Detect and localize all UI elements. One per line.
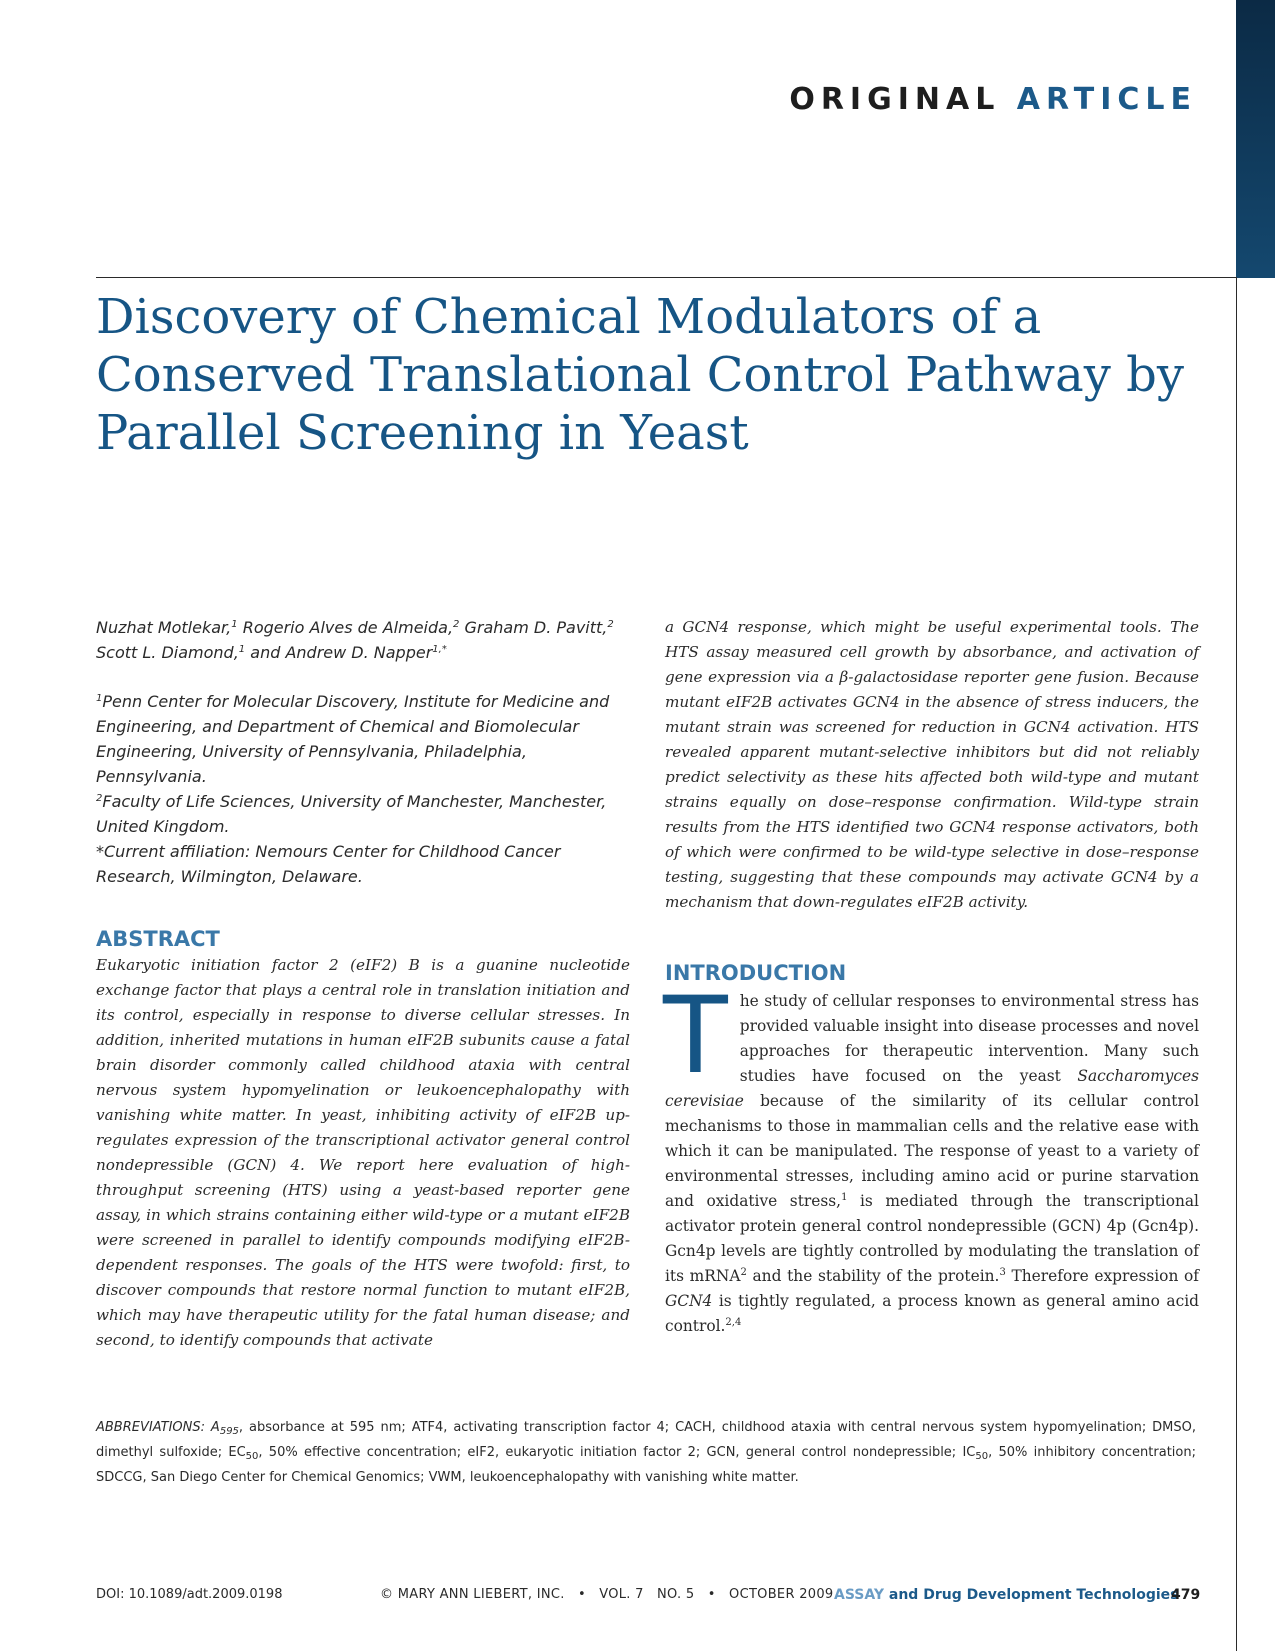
abstract-heading: ABSTRACT bbox=[96, 927, 220, 951]
abbreviations-label: ABBREVIATIONS: A bbox=[96, 1420, 220, 1435]
footer-publisher-info: © MARY ANN LIEBERT, INC. • VOL. 7 NO. 5 • OCTOBER 2009 bbox=[380, 1587, 834, 1602]
citation-ref: 3 bbox=[999, 1267, 1006, 1278]
introduction-paragraph bbox=[663, 974, 1199, 1339]
author-affiliation-mark: 1 bbox=[238, 644, 246, 655]
abbreviations-text: , 50% inhibitory concentration; SDCCG, San Diego Center for Chemical Genomics; VWM, leukoencephalopathy with vanishing white matter. bbox=[96, 1445, 1196, 1485]
abbreviations-text: , 50% effective concentration; eIF2, eukaryotic initiation factor 2; GCN, general control nondepressible; IC bbox=[258, 1445, 976, 1460]
affiliation-mark: 1 bbox=[96, 693, 103, 704]
intro-text-segment: he study of cellular responses to environmental stress has provided valuable insight into disease processes and novel approaches for therapeutic intervention. Many such studies have focused on the yeast bbox=[739, 992, 1199, 1085]
drop-cap-letter: T bbox=[663, 974, 728, 1097]
section-label-article: ARTICLE bbox=[1016, 82, 1197, 117]
author-name: and Andrew D. Napper bbox=[245, 643, 433, 662]
subscript: 50 bbox=[975, 1451, 989, 1462]
subscript: 595 bbox=[219, 1426, 239, 1437]
author-name: Graham D. Pavitt, bbox=[459, 618, 608, 637]
section-label-original: ORIGINAL bbox=[789, 82, 1001, 117]
abstract-text-left: Eukaryotic initiation factor 2 (eIF2) B is a guanine nucleotide exchange factor that plays a central role in translation initiation and its control, especially in response to diverse cellular stresses. In addition, inherited mutations in human eIF2B subunits cause a fatal brain disorder commonly called childhood ataxia with central nervous system hypomyelination or leukoencephalopathy with vanishing white matter. In yeast, inhibiting activity of eIF2B up-regulates expression of the transcriptional activator general control nondepressible (GCN) 4. We report here evaluation of high-throughput screening (HTS) using a yeast-based reporter gene assay, in which strains containing either wild-type or a mutant eIF2B were screened in parallel to identify compounds modifying eIF2B-dependent responses. The goals of the HTS were twofold: first, to discover compounds that restore normal function to mutant eIF2B, which may have therapeutic utility for the fatal human disease; and second, to identify compounds that activate bbox=[96, 956, 630, 1349]
subscript: 50 bbox=[245, 1451, 259, 1462]
affiliations bbox=[96, 689, 630, 889]
intro-text-segment: is tightly regulated, a process known as general amino acid control. bbox=[665, 1292, 1199, 1335]
left-column bbox=[96, 615, 630, 1353]
article-title: Discovery of Chemical Modulators of a Conserved Translational Control Pathway by Parallel Screening in Yeast bbox=[96, 289, 1184, 461]
gene-name: GCN4 bbox=[665, 1292, 713, 1310]
intro-text-segment: because of the similarity of its cellular control mechanisms to those in mammalian cells and the relative ease with which it can be manipulated. The response of yeast to a variety of environmental stresses, including amino acid or purine starvation and oxidative stress, bbox=[665, 1092, 1199, 1210]
right-column bbox=[665, 615, 1199, 1339]
affiliation-current: *Current affiliation: Nemours Center for Childhood Cancer Research, Wilmington, Delaware. bbox=[96, 842, 561, 886]
citation-ref: 1 bbox=[841, 1192, 848, 1203]
abstract-text-right: a GCN4 response, which might be useful experimental tools. The HTS assay measured cell growth by absorbance, and activation of gene expression via a β-galactosidase reporter gene fusion. Because mutant eIF2B activates GCN4 in the absence of stress inducers, the mutant strain was screened for reduction in GCN4 activation. HTS revealed apparent mutant-selective inhibitors but did not reliably predict selectivity as these hits affected both wild-type and mutant strains equally on dose–response confirmation. Wild-type strain results from the HTS identified two GCN4 response activators, both of which were confirmed to be wild-type selective in dose–response testing, suggesting that these compounds may activate GCN4 by a mechanism that down-regulates eIF2B activity. bbox=[665, 618, 1199, 911]
section-label bbox=[789, 82, 1197, 117]
journal-name-rest: and Drug Development Technologies bbox=[884, 1587, 1179, 1603]
intro-text-segment: and the stability of the protein. bbox=[746, 1267, 1000, 1285]
affiliation-2 bbox=[96, 789, 630, 839]
abbreviations-text: , absorbance at 595 nm; ATF4, activating transcription factor 4; CACH, childhood ataxia with central nervous system hypomyelination; DMSO, dimethyl sulfoxide; EC bbox=[96, 1420, 1196, 1460]
author-list bbox=[96, 615, 630, 665]
citation-ref: 2 bbox=[740, 1267, 747, 1278]
introduction-heading: INTRODUCTION bbox=[665, 961, 847, 985]
intro-text-segment: is mediated through the transcriptional activator protein general control nondepressible (GCN) 4p (Gcn4p). Gcn4p levels are tightly controlled by modulating the translation of its mRNA bbox=[665, 1192, 1199, 1285]
author-name: Nuzhat Motlekar, bbox=[96, 618, 232, 637]
author-affiliation-mark: 1 bbox=[231, 619, 238, 630]
affiliation-text: Penn Center for Molecular Discovery, Institute for Medicine and Engineering, and Department of Chemical and Biomolecular Engineering, University of Pennsylvania, Philadelphia, Pennsylvania. bbox=[96, 692, 610, 786]
affiliation-text: Faculty of Life Sciences, University of Manchester, Manchester, United Kingdom. bbox=[96, 792, 607, 836]
intro-text-segment: Therefore expression of bbox=[1005, 1267, 1199, 1285]
author-affiliation-mark: 1,* bbox=[432, 644, 447, 655]
footer-doi: DOI: 10.1089/adt.2009.0198 bbox=[96, 1587, 283, 1602]
species-name: Saccharomyces cerevisiae bbox=[665, 1067, 1199, 1110]
footer-journal-name bbox=[834, 1587, 1178, 1603]
affiliation-mark: 2 bbox=[96, 793, 103, 804]
abbreviations-note bbox=[96, 1415, 1196, 1490]
corner-color-bar bbox=[1236, 0, 1275, 278]
right-margin-rule bbox=[1236, 278, 1237, 1651]
author-name: Scott L. Diamond, bbox=[96, 643, 239, 662]
affiliation-1 bbox=[96, 689, 630, 789]
journal-name-assay: ASSAY bbox=[834, 1587, 885, 1603]
author-affiliation-mark: 2 bbox=[607, 619, 614, 630]
author-affiliation-mark: 2 bbox=[453, 619, 460, 630]
author-name: Rogerio Alves de Almeida, bbox=[237, 618, 454, 637]
page-number: 479 bbox=[1171, 1587, 1201, 1603]
citation-ref: 2,4 bbox=[725, 1317, 742, 1328]
title-rule bbox=[96, 277, 1237, 278]
